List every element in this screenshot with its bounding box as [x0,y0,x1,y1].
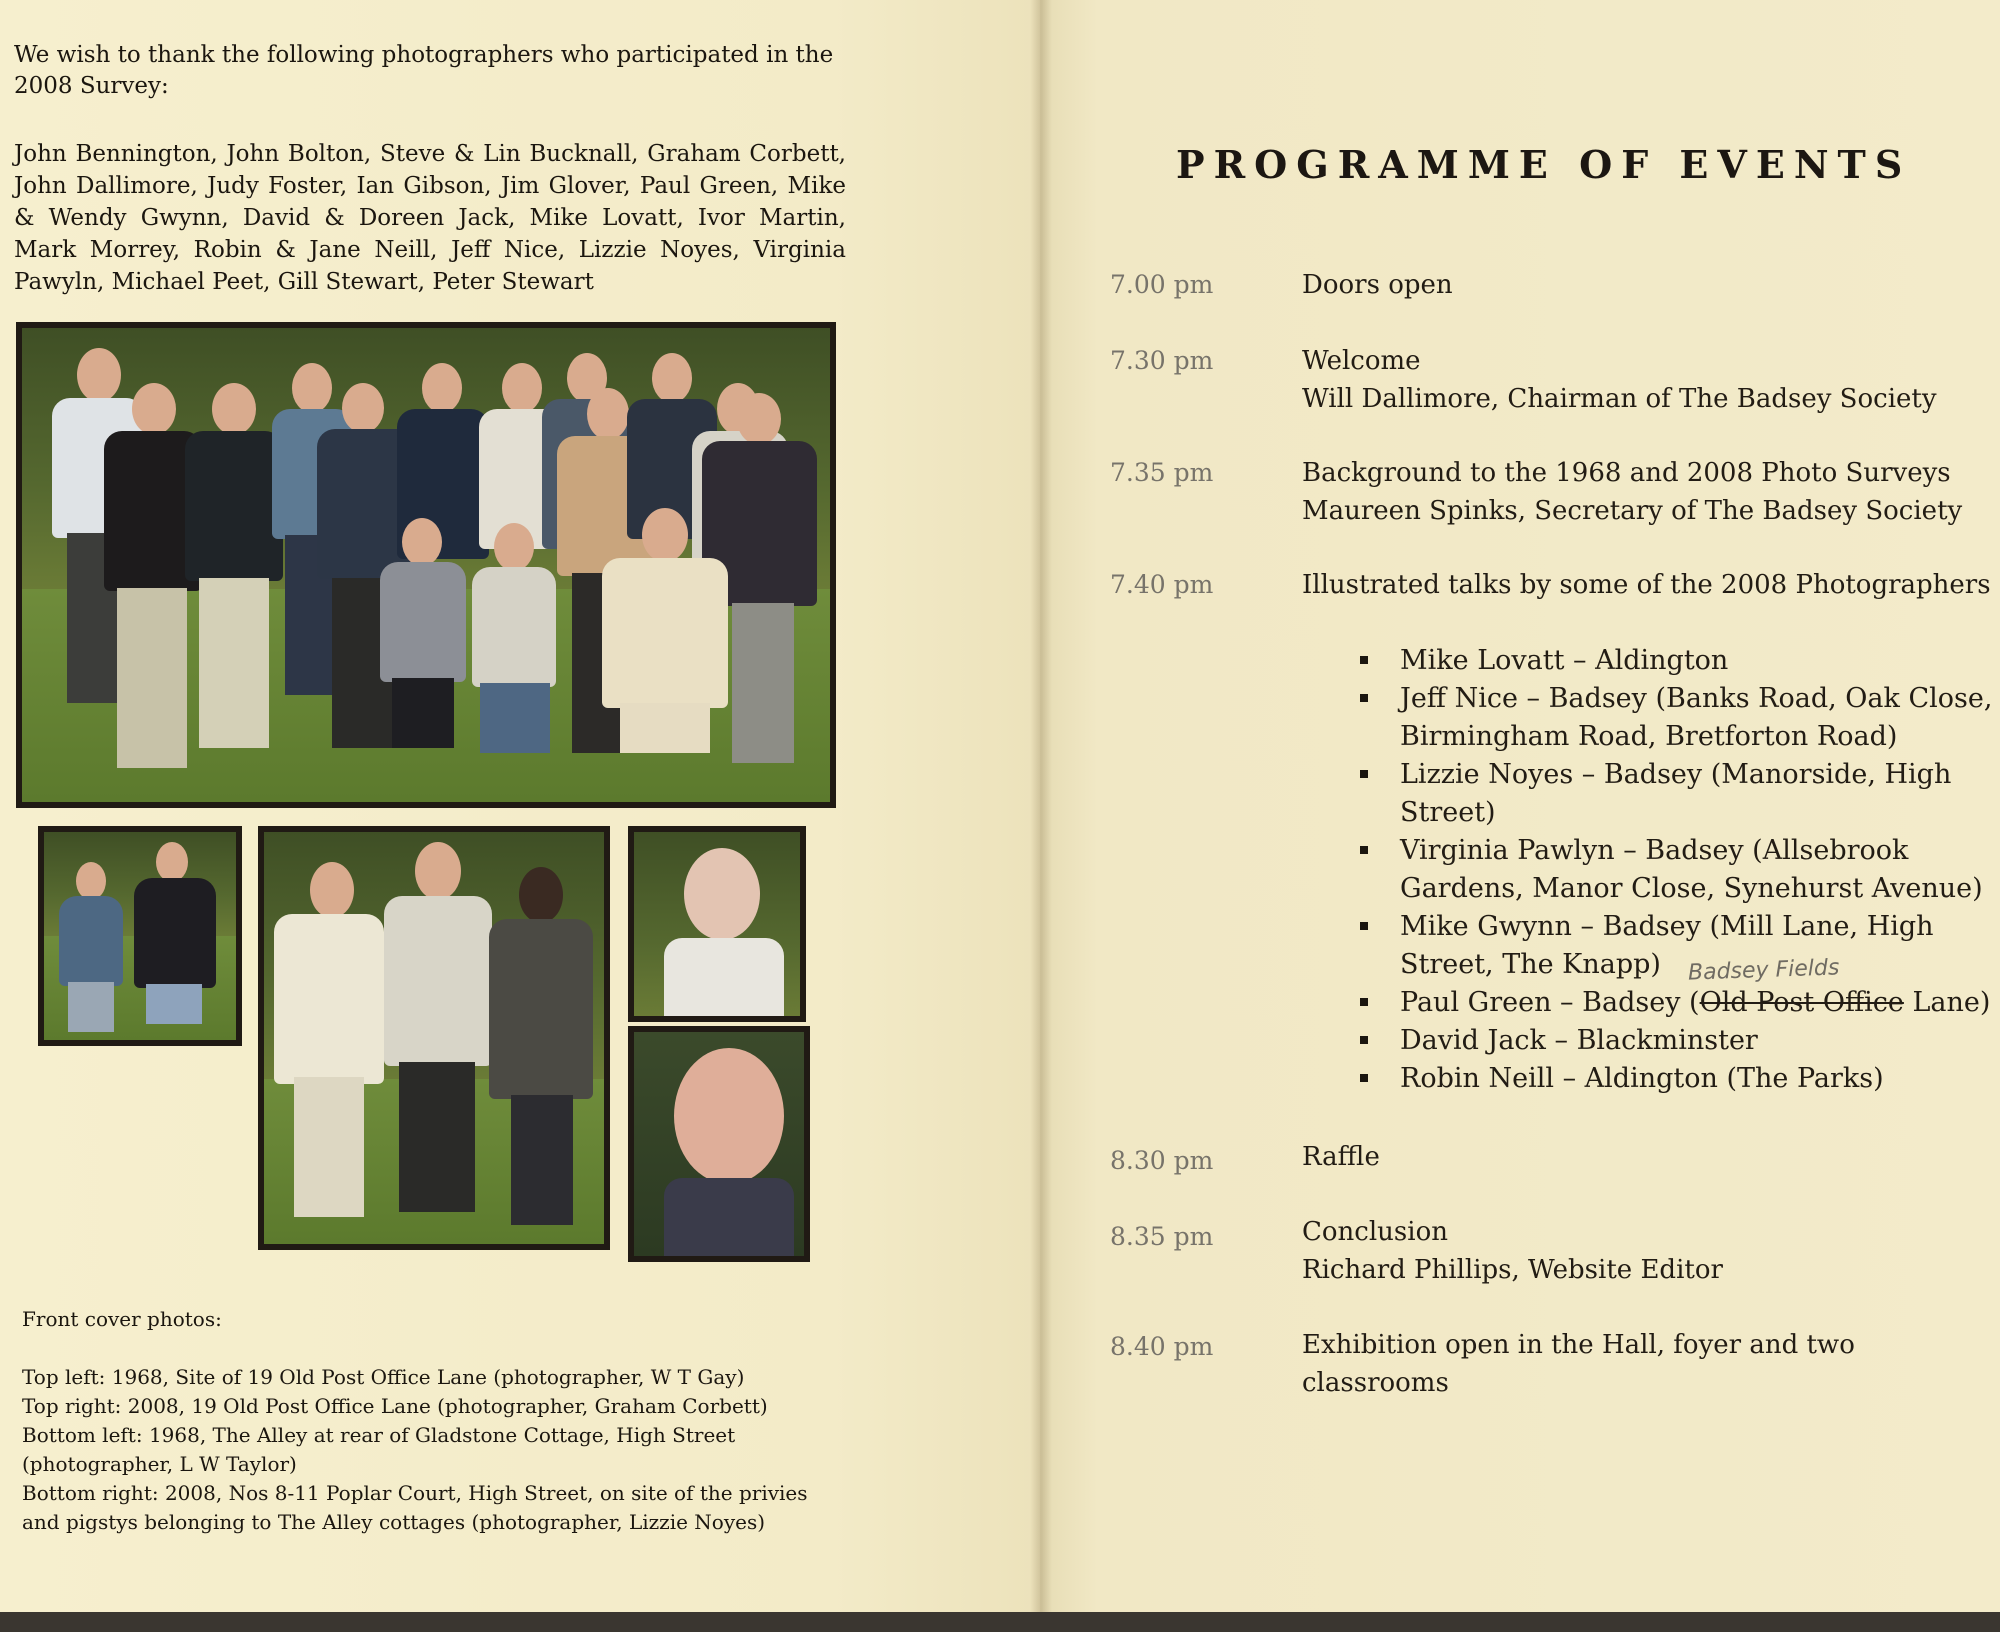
couple-photo [38,826,242,1046]
list-item [1360,680,2000,756]
front-cover-captions [22,1363,842,1537]
event-description [1302,454,1992,530]
event-time: 7.40 pm [1110,570,1214,599]
event-time: 7.30 pm [1110,346,1214,375]
programme-title: PROGRAMME OF EVENTS [1176,142,1912,187]
event-line: Raffle [1302,1142,1380,1172]
event-line: Exhibition open in the Hall, foyer and two classrooms [1302,1330,1855,1398]
man-portrait [628,1026,810,1262]
event-description [1302,1138,1992,1176]
event-description [1302,1213,1992,1289]
caption-line: Top right: 2008, 19 Old Post Office Lane (photographer, Graham Corbett) [22,1394,768,1418]
event-line: Conclusion [1302,1217,1448,1247]
event-description [1302,566,1992,604]
list-item [1360,756,2000,832]
event-line: Background to the 1968 and 2008 Photo Surveys [1302,458,1951,488]
event-line: Doors open [1302,270,1453,300]
struck-text: Old Post Office [1699,987,1904,1018]
talk-label: Robin Neill – Aldington (The Parks) [1400,1063,1884,1094]
caption-line: Bottom left: 1968, The Alley at rear of Gladstone Cottage, High Street (photographer, L W Taylor) [22,1423,736,1476]
talk-label-suffix: Lane) [1903,987,1991,1018]
list-item [1360,1022,2000,1060]
event-description [1302,266,1992,304]
talk-label: David Jack – Blackminster [1400,1025,1758,1056]
talk-label: Virginia Pawlyn – Badsey (Allsebrook Gardens, Manor Close, Synehurst Avenue) [1400,835,1983,904]
list-item [1360,984,2000,1022]
event-speaker: Will Dallimore, Chairman of The Badsey Society [1302,384,1937,414]
talks-list [1360,642,2000,1098]
event-time: 8.40 pm [1110,1332,1214,1361]
handwritten-correction: Badsey Fields [1687,955,1840,986]
group-photo [16,322,836,808]
event-time: 7.00 pm [1110,270,1214,299]
event-speaker: Maureen Spinks, Secretary of The Badsey Society [1302,496,1963,526]
event-time: 8.30 pm [1110,1146,1214,1175]
talk-label: Mike Gwynn – Badsey (Mill Lane, High Street, The Knapp) [1400,911,1934,980]
event-time: 7.35 pm [1110,458,1214,487]
thanks-intro: We wish to thank the following photographers who participated in the 2008 Survey: [14,42,834,99]
event-description [1302,342,1992,418]
talk-label: Mike Lovatt – Aldington [1400,645,1729,676]
caption-line: Bottom right: 2008, Nos 8-11 Poplar Court, High Street, on site of the privies and pigstys belonging to The Alley cottages (photographer, Lizzie Noyes) [22,1481,808,1534]
list-item [1360,642,2000,680]
book-spine [1030,0,1052,1632]
trio-photo [258,826,610,1250]
event-description [1302,1326,1992,1402]
list-item [1360,1060,2000,1098]
front-cover-title: Front cover photos: [22,1307,222,1331]
talk-label: Jeff Nice – Badsey (Banks Road, Oak Close, Birmingham Road, Bretforton Road) [1400,683,1993,752]
event-speaker: Richard Phillips, Website Editor [1302,1255,1723,1285]
photographer-list: John Bennington, John Bolton, Steve & Lin Bucknall, Graham Corbett, John Dallimore, Judy Foster, Ian Gibson, Jim Glover, Paul Green, Mike & Wendy Gwynn, David & Doreen Jack, Mike Lovatt, Ivor Martin, Mark Morrey, Robin & Jane Neill, Jeff Nice, Lizzie Noyes, Virginia Pawyln, Michael Peet, Gill Stewart, Peter Stewart [14,141,846,295]
woman-portrait [628,826,806,1022]
talk-label: Lizzie Noyes – Badsey (Manorside, High Street) [1400,759,1952,828]
page-bottom-edge [0,1612,2000,1632]
event-time: 8.35 pm [1110,1222,1214,1251]
list-item [1360,908,2000,984]
caption-line: Top left: 1968, Site of 19 Old Post Office Lane (photographer, W T Gay) [22,1365,745,1389]
event-line: Illustrated talks by some of the 2008 Photographers [1302,570,1991,600]
event-line: Welcome [1302,346,1421,376]
talk-label-prefix: Paul Green – Badsey ( [1400,987,1700,1018]
list-item [1360,832,2000,908]
